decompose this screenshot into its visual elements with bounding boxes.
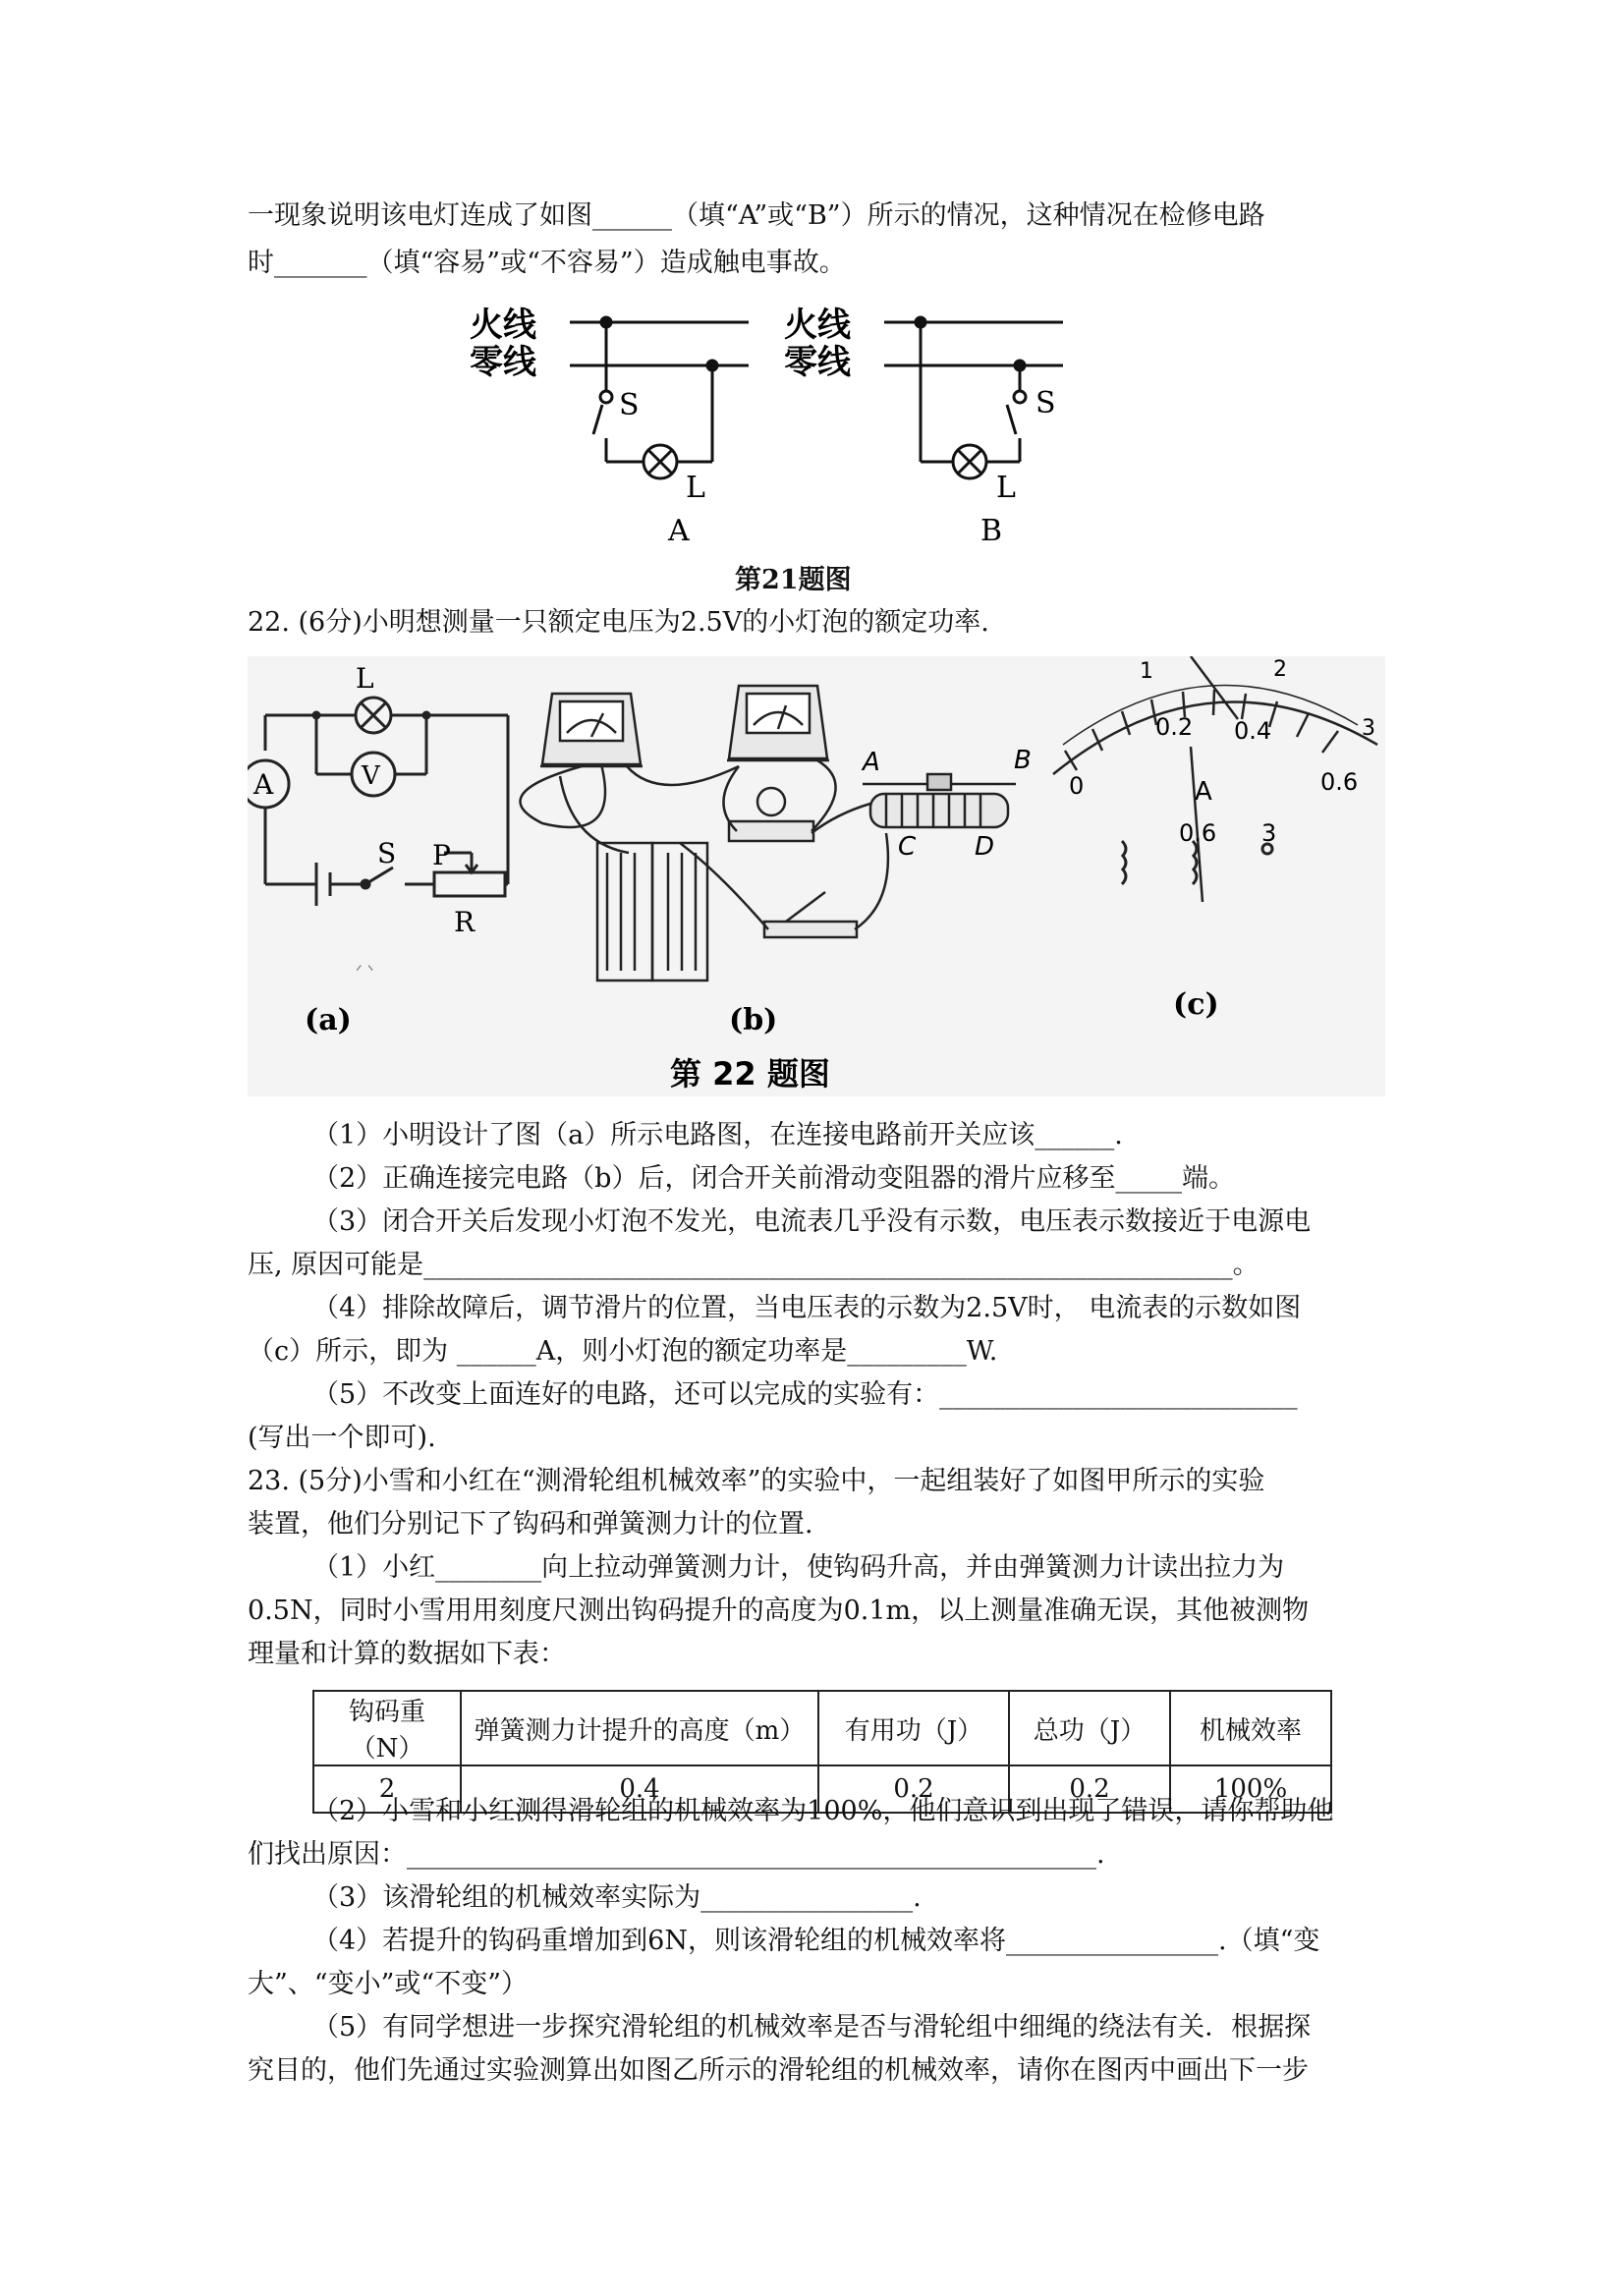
q22-part-1: （1）小明设计了图（a）所示电路图，在连接电路前开关应该______. [312,1120,1123,1150]
circuit-schematic-a [248,698,508,906]
q23-part-1-line-2: 0.5N，同时小雪用用刻度尺测出钩码提升的高度为0.1m，以上测量准确无误，其他被测物 [248,1596,1310,1626]
dial-unit-label: A [1195,777,1212,807]
dial-terminal-0.6: 0.6 [1179,819,1217,847]
q23-title-line-1: 23. (5分)小雪和小红在“测滑轮组机械效率”的实验中，一起组装好了如图甲所示的实验 [248,1466,1265,1496]
q23-part-4-line-1: （4）若提升的钩码重增加到6N，则该滑轮组的机械效率将________________.（填“变 [312,1926,1320,1956]
schematic-ammeter-label: A [253,768,274,801]
q22-title: 22. (6分)小明想测量一只额定电压为2.5V的小灯泡的额定功率. [248,607,989,638]
dial-tick-1: 1 [1140,659,1153,684]
fire-wire-label-a: 火线 [470,306,536,345]
lamp-label-a: L [686,471,705,505]
dial-terminal-3: 3 [1261,819,1277,847]
q22-part-3-line-2: 压, 原因可能是_____________________________________________________________。 [248,1250,1259,1280]
q23-part-5-line-2: 究目的，他们先通过实验测算出如图乙所示的滑轮组的机械效率，请你在图丙中画出下一步 [248,2055,1309,2086]
schematic-slider-label: P [432,839,451,871]
figure-21-caption: 第21题图 [735,565,852,595]
zero-wire-label-b: 零线 [784,343,851,382]
table-cell: 0.4 [461,1765,818,1813]
q22-part-2: （2）正确连接完电路（b）后，闭合开关前滑动变阻器的滑片应移至_____端。 [312,1163,1235,1194]
q23-part-1-line-1: （1）小红________向上拉动弹簧测力计，使钩码升高，并由弹簧测力计读出拉力为 [312,1552,1285,1583]
q23-part-4-line-2: 大”、“变小”或“不变”） [248,1969,529,1999]
fire-wire-label-b: 火线 [784,306,851,345]
q23-part-2-line-2: 们找出原因：____________________________________________________. [248,1839,1105,1870]
diagram-a [570,317,749,478]
q22-part-5-line-1: （5）不改变上面连好的电路，还可以完成的实验有：___________________________ [312,1379,1298,1410]
zero-wire-label-a: 零线 [470,343,536,382]
table-cell: 0.2 [1009,1765,1170,1813]
table-header-cell: 有用功（J） [818,1691,1009,1765]
figure-22 [248,656,1385,1096]
table-header-cell: 钩码重（N） [313,1691,461,1765]
dial-tick-0.6: 0.6 [1320,768,1359,796]
dial-tick-0.2: 0.2 [1155,713,1194,741]
diagram-label-a: A [668,514,690,548]
figure-22b-caption: (b) [729,1003,778,1037]
dial-tick-2: 2 [1273,657,1287,682]
dial-terminal-posts [1122,841,1272,884]
table-cell: 0.2 [818,1765,1009,1813]
table-header-cell: 机械效率 [1170,1691,1331,1765]
rheostat-terminal-d: D [975,832,995,862]
q23-part-2-line-1: （2）小雪和小红测得滑轮组的机械效率为100%，他们意识到出现了错误，请你帮助他 [312,1796,1334,1826]
table-header-cell: 总功（J） [1009,1691,1170,1765]
q22-part-3-line-1: （3）闭合开关后发现小灯泡不发光，电流表几乎没有示数，电压表示数接近于电源电 [312,1206,1312,1237]
table-cell: 2 [313,1765,461,1813]
q23-part-5-line-1: （5）有同学想进一步探究滑轮组的机械效率是否与滑轮组中细绳的绕法有关．根据探 [312,2012,1312,2043]
q23-title-line-2: 装置，他们分别记下了钩码和弹簧测力计的位置. [248,1509,813,1540]
figure-22-caption: 第 22 题图 [670,1055,830,1092]
rheostat-terminal-c: C [898,832,917,862]
switch-label-a: S [619,388,640,422]
apparatus-b [521,686,1017,980]
q22-part-5-line-2: (写出一个即可). [248,1423,436,1453]
q22-part-4-line-1: （4）排除故障后，调节滑片的位置，当电压表的示数为2.5V时， 电流表的示数如图 [312,1293,1302,1323]
table-header-cell: 弹簧测力计提升的高度（m） [461,1691,818,1765]
figure-21-wiring-diagram [462,295,1091,550]
dial-tick-3: 3 [1362,716,1375,741]
figure-22c-caption: (c) [1173,987,1219,1022]
q21-text-line-1: 一现象说明该电灯连成了如图______（填“A”或“B”）所示的情况，这种情况在检修电路 [248,200,1265,231]
dial-tick-0: 0 [1069,772,1085,800]
q23-part-1-line-3: 理量和计算的数据如下表： [248,1639,566,1669]
q23-part-3: （3）该滑轮组的机械效率实际为________________. [312,1882,922,1913]
rheostat-terminal-a: A [863,748,880,777]
switch-label-b: S [1035,386,1056,420]
lamp-label-b: L [996,471,1016,505]
schematic-note-mark: ᐟ ᐠ [356,962,374,980]
schematic-voltmeter-label: V [362,761,380,791]
diagram-label-b: B [980,514,1003,548]
schematic-switch-label: S [377,837,397,869]
figure-22a-caption: (a) [305,1003,352,1037]
table-header-row [313,1691,1331,1765]
rheostat-terminal-b: B [1014,746,1032,775]
q22-part-4-line-2: （c）所示，即为 ______A，则小灯泡的额定功率是_________W. [248,1336,998,1367]
schematic-rheostat-label: R [454,906,476,938]
schematic-lamp-label: L [356,662,374,695]
q21-text-line-2: 时_______（填“容易”或“不容易”）造成触电事故。 [248,248,846,278]
table-cell: 100% [1170,1765,1331,1813]
dial-tick-0.4: 0.4 [1234,717,1272,745]
